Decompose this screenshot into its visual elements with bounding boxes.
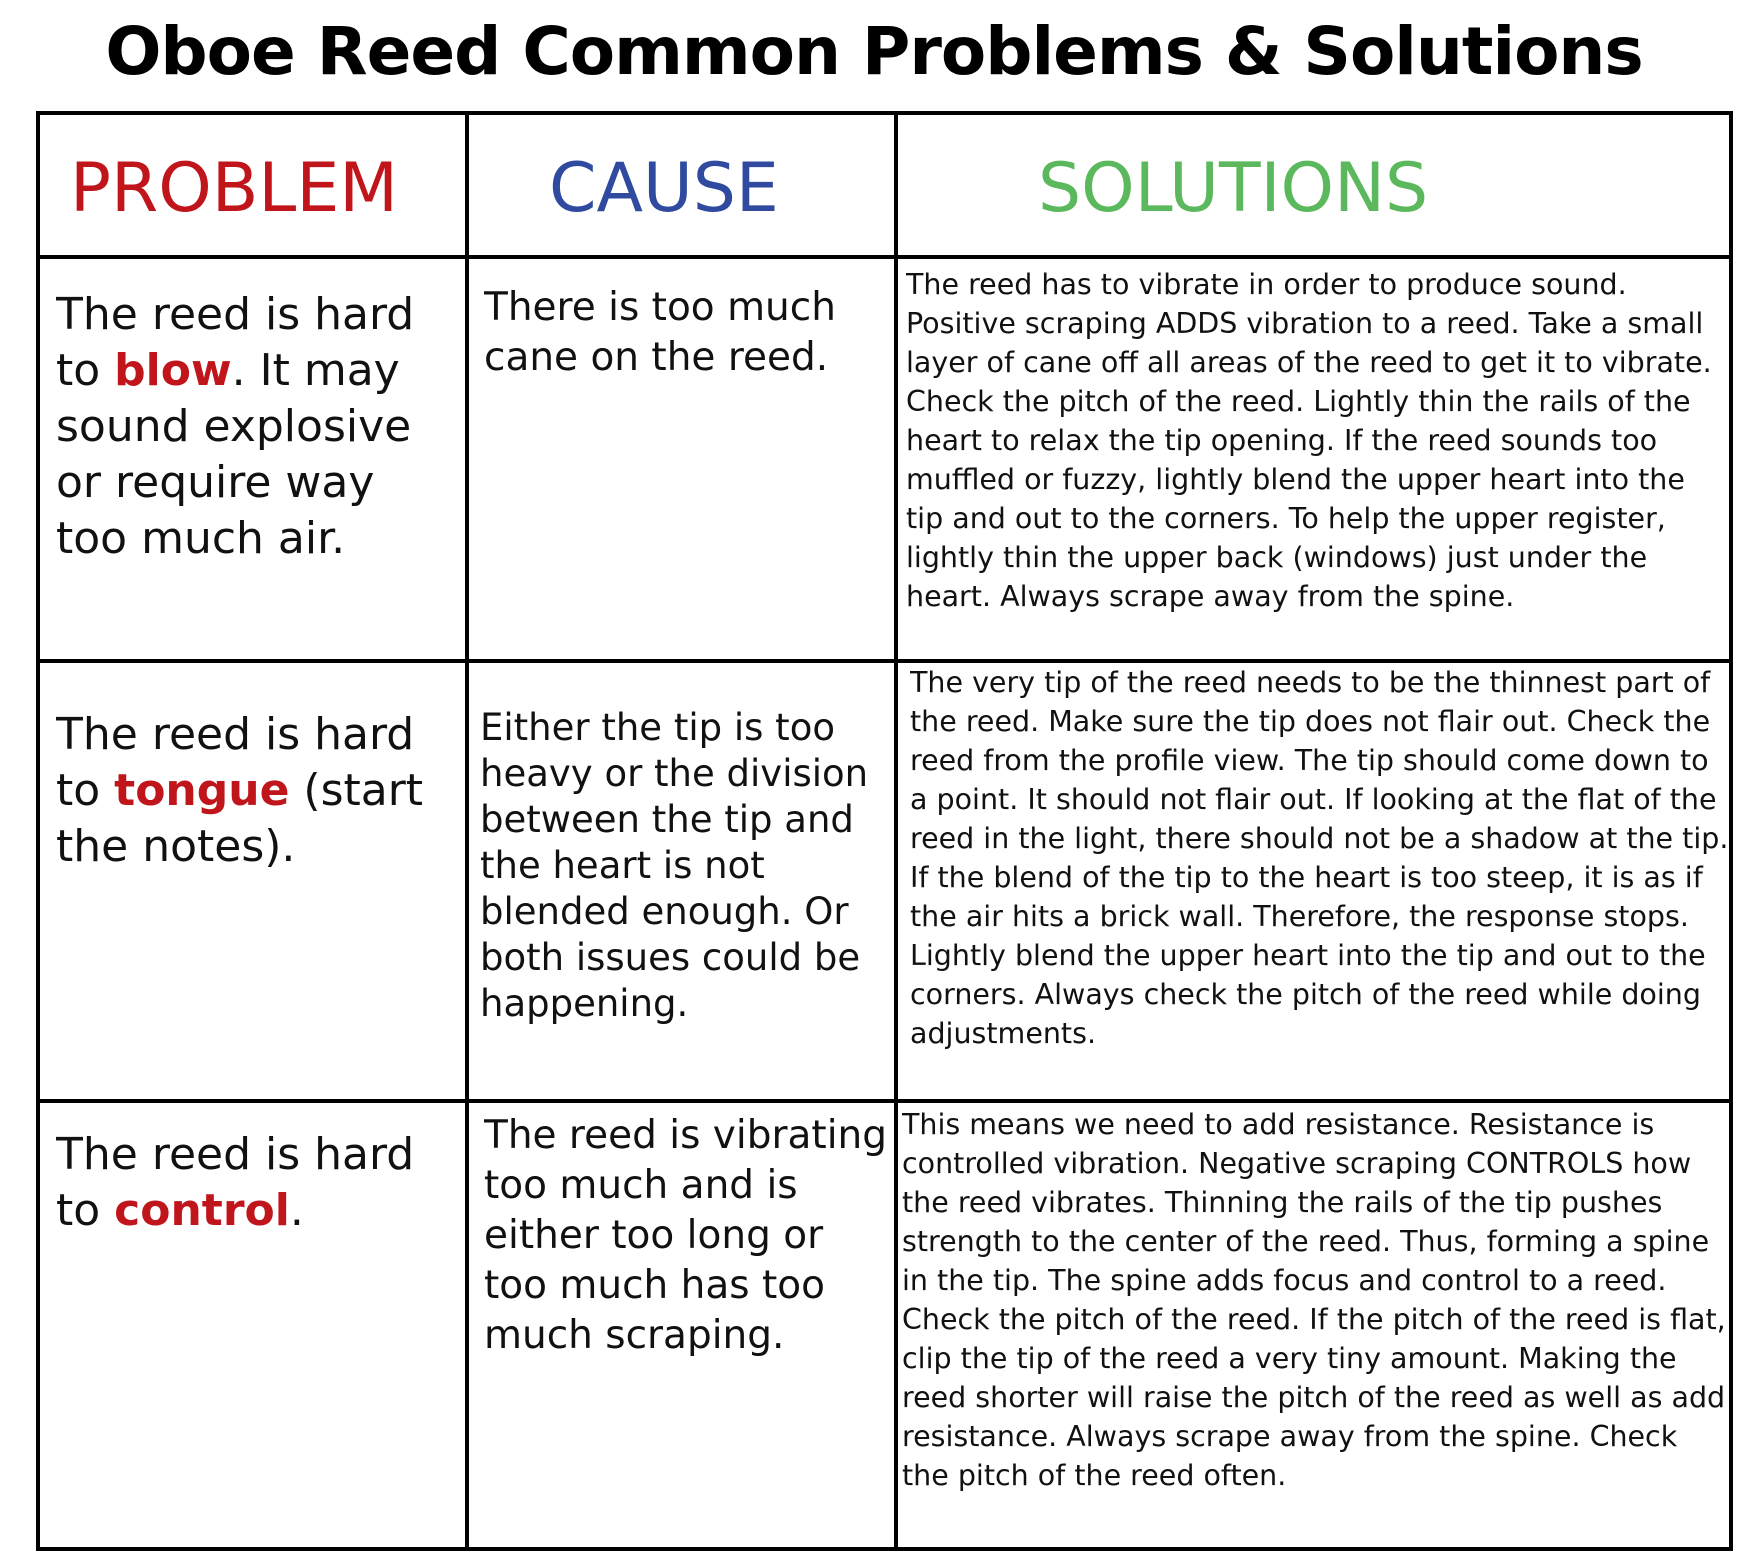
header-solutions-cell bbox=[898, 115, 1729, 255]
problem-text bbox=[56, 287, 456, 567]
page-title: Oboe Reed Common Problems & Solutions bbox=[105, 13, 1643, 90]
solution-text: This means we need to add resistance. Resistance is controlled vibration. Negative scraping CONTROLS how the reed vibrates. Thinning the rails of the tip pushes strength to the center of the reed. Thus, forming a spine in the tip. The spine adds focus and control to a reed. Check the pitch of the reed. If the pitch of the reed is flat, clip the tip of the reed a very tiny amount. Making the reed shorter will raise the pitch of the reed as well as add resistance. Always scrape away from the spine. Check the pitch of the reed often. bbox=[902, 1108, 1726, 1492]
header-solutions: SOLUTIONS bbox=[1038, 149, 1429, 228]
problem-cell-1 bbox=[56, 287, 456, 647]
column-divider bbox=[894, 115, 898, 1547]
header-cause: CAUSE bbox=[549, 149, 779, 228]
problem-text-start: The reed is hard to bbox=[56, 289, 415, 396]
problem-text-start: The reed is hard to bbox=[56, 709, 415, 816]
header-problem-cell bbox=[40, 115, 465, 255]
problem-text-end: (start the notes). bbox=[56, 765, 424, 872]
header-problem: PROBLEM bbox=[70, 149, 398, 228]
problem-cell-2 bbox=[56, 707, 456, 1087]
problem-text-end: . It may sound explosive or require way too much air. bbox=[56, 345, 412, 564]
solution-cell-2 bbox=[910, 663, 1729, 1097]
problem-text bbox=[56, 707, 456, 875]
cause-text: The reed is vibrating too much and is either too long or too much has too much scraping. bbox=[484, 1113, 888, 1358]
cause-cell-1 bbox=[484, 283, 884, 643]
solution-text: The reed has to vibrate in order to produce sound. Positive scraping ADDS vibration to a reed. Take a small layer of cane off all areas of the reed to get it to vibrate. Check the pitch of the reed. Lightly thin the rails of the heart to relax the tip opening. If the reed sounds too muffled or fuzzy, lightly blend the upper heart into the tip and out to the corners. To help the upper register, lightly thin the upper back (windows) just under the heart. Always scrape away from the spine. bbox=[906, 268, 1712, 613]
cause-text: There is too much cane on the reed. bbox=[484, 285, 836, 380]
problem-keyword: control bbox=[114, 1185, 290, 1236]
solution-cell-3 bbox=[902, 1105, 1729, 1545]
problems-table bbox=[36, 111, 1733, 1551]
cause-cell-3 bbox=[484, 1111, 888, 1531]
solution-text: The very tip of the reed needs to be the thinnest part of the reed. Make sure the tip does not flair out. Check the reed from the profile view. The tip should come down to a point. It should not flair out. If looking at the flat of the reed in the light, there should not be a shadow at the tip. If the blend of the tip to the heart is too steep, it is as if the air hits a brick wall. Therefore, the response stops. Lightly blend the upper heart into the tip and out to the corners. Always check the pitch of the reed while doing adjustments. bbox=[910, 666, 1729, 1050]
problem-keyword: blow bbox=[114, 345, 232, 396]
problem-keyword: tongue bbox=[114, 765, 290, 816]
problem-cell-3 bbox=[56, 1127, 456, 1527]
problem-text bbox=[56, 1127, 456, 1239]
column-divider bbox=[465, 115, 469, 1547]
row-divider bbox=[40, 255, 1729, 259]
problem-text-start: The reed is hard to bbox=[56, 1129, 415, 1236]
header-cause-cell bbox=[469, 115, 894, 255]
cause-cell-2 bbox=[480, 705, 886, 1085]
solution-cell-1 bbox=[906, 265, 1729, 657]
cause-text: Either the tip is too heavy or the division between the tip and the heart is not blended enough. Or both issues could be happening. bbox=[480, 706, 869, 1025]
row-divider bbox=[40, 1099, 1729, 1103]
problem-text-end: . bbox=[289, 1185, 304, 1236]
